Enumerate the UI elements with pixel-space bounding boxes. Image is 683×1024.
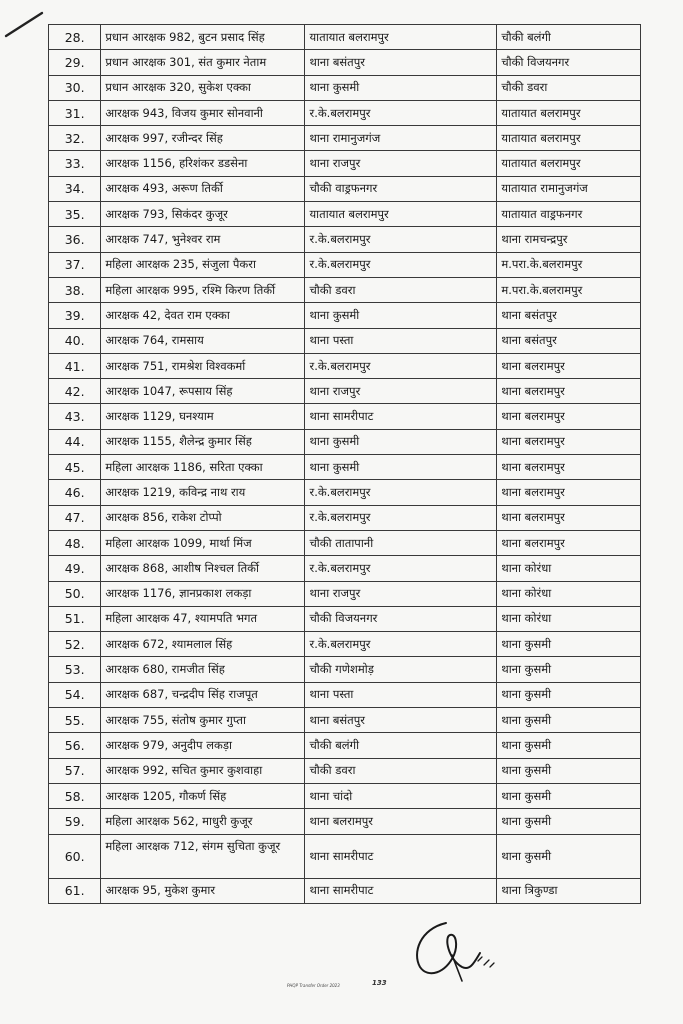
name-cell: आरक्षक 1219, कविन्द्र नाथ राय xyxy=(101,480,305,505)
table-row xyxy=(49,126,641,151)
from-posting-cell: थाना बलरामपुर xyxy=(305,809,497,834)
table-row xyxy=(49,455,641,480)
from-posting-cell: थाना कुसमी xyxy=(305,455,497,480)
name-cell: आरक्षक 1156, हरिशंकर डडसेना xyxy=(101,151,305,176)
serial-number-cell: 41. xyxy=(49,353,101,378)
table-row xyxy=(49,708,641,733)
table-row xyxy=(49,758,641,783)
serial-number-cell: 49. xyxy=(49,556,101,581)
name-cell: आरक्षक 747, भुनेश्वर राम xyxy=(101,227,305,252)
from-posting-cell: चौकी गणेशमोड़ xyxy=(305,657,497,682)
serial-number-cell: 28. xyxy=(49,25,101,50)
from-posting-cell: यातायात बलरामपुर xyxy=(305,25,497,50)
page-corner-mark xyxy=(4,10,44,40)
from-posting-cell: र.के.बलरामपुर xyxy=(305,353,497,378)
serial-number-cell: 57. xyxy=(49,758,101,783)
to-posting-cell: यातायात बलरामपुर xyxy=(497,126,641,151)
from-posting-cell: थाना सामरीपाट xyxy=(305,878,497,903)
name-cell: आरक्षक 997, रजीन्दर सिंह xyxy=(101,126,305,151)
table-row xyxy=(49,632,641,657)
name-cell: आरक्षक 1047, रूपसाय सिंह xyxy=(101,379,305,404)
table-row xyxy=(49,25,641,50)
name-cell: आरक्षक 42, देवत राम एक्का xyxy=(101,303,305,328)
serial-number-cell: 36. xyxy=(49,227,101,252)
name-cell: आरक्षक 856, राकेश टोप्पो xyxy=(101,505,305,530)
from-posting-cell: र.के.बलरामपुर xyxy=(305,480,497,505)
to-posting-cell: थाना बलरामपुर xyxy=(497,505,641,530)
from-posting-cell: चौकी डवरा xyxy=(305,277,497,302)
serial-number-cell: 53. xyxy=(49,657,101,682)
from-posting-cell: र.के.बलरामपुर xyxy=(305,556,497,581)
table-row xyxy=(49,733,641,758)
to-posting-cell: थाना कुसमी xyxy=(497,657,641,682)
serial-number-cell: 35. xyxy=(49,202,101,227)
from-posting-cell: चौकी डवरा xyxy=(305,758,497,783)
table-row xyxy=(49,353,641,378)
table-row xyxy=(49,277,641,302)
serial-number-cell: 60. xyxy=(49,834,101,878)
to-posting-cell: थाना बलरामपुर xyxy=(497,455,641,480)
to-posting-cell: चौकी डवरा xyxy=(497,75,641,100)
table-row xyxy=(49,682,641,707)
from-posting-cell: थाना राजपुर xyxy=(305,151,497,176)
name-cell: आरक्षक 755, संतोष कुमार गुप्ता xyxy=(101,708,305,733)
table-row xyxy=(49,480,641,505)
to-posting-cell: थाना त्रिकुण्डा xyxy=(497,878,641,903)
table-row xyxy=(49,100,641,125)
table-row xyxy=(49,379,641,404)
table-row xyxy=(49,151,641,176)
table-row xyxy=(49,303,641,328)
to-posting-cell: थाना कोरंधा xyxy=(497,581,641,606)
serial-number-cell: 34. xyxy=(49,176,101,201)
name-cell: आरक्षक 680, रामजीत सिंह xyxy=(101,657,305,682)
table-row xyxy=(49,834,641,878)
name-cell: आरक्षक 1155, शैलेन्द्र कुमार सिंह xyxy=(101,429,305,454)
name-cell: आरक्षक 979, अनुदीप लकड़ा xyxy=(101,733,305,758)
to-posting-cell: थाना कुसमी xyxy=(497,783,641,808)
to-posting-cell: थाना कुसमी xyxy=(497,682,641,707)
to-posting-cell: थाना कुसमी xyxy=(497,632,641,657)
to-posting-cell: थाना बलरामपुर xyxy=(497,379,641,404)
name-cell: प्रधान आरक्षक 982, बुटन प्रसाद सिंह xyxy=(101,25,305,50)
name-cell: आरक्षक 868, आशीष निश्चल तिर्की xyxy=(101,556,305,581)
table-row xyxy=(49,505,641,530)
name-cell: महिला आरक्षक 562, माधुरी कुजूर xyxy=(101,809,305,834)
to-posting-cell: थाना बलरामपुर xyxy=(497,353,641,378)
to-posting-cell: थाना कोरंधा xyxy=(497,556,641,581)
to-posting-cell: थाना कुसमी xyxy=(497,708,641,733)
to-posting-cell: थाना कुसमी xyxy=(497,834,641,878)
name-cell: आरक्षक 95, मुकेश कुमार xyxy=(101,878,305,903)
table-row xyxy=(49,75,641,100)
to-posting-cell: थाना बलरामपुर xyxy=(497,480,641,505)
to-posting-cell: म.परा.के.बलरामपुर xyxy=(497,252,641,277)
to-posting-cell: यातायात वाड्रफनगर xyxy=(497,202,641,227)
name-cell: महिला आरक्षक 235, संजुला पैकरा xyxy=(101,252,305,277)
serial-number-cell: 40. xyxy=(49,328,101,353)
to-posting-cell: थाना बलरामपुर xyxy=(497,429,641,454)
from-posting-cell: थाना पस्ता xyxy=(305,682,497,707)
to-posting-cell: थाना कुसमी xyxy=(497,809,641,834)
serial-number-cell: 52. xyxy=(49,632,101,657)
serial-number-cell: 45. xyxy=(49,455,101,480)
serial-number-cell: 46. xyxy=(49,480,101,505)
table-row xyxy=(49,176,641,201)
signature xyxy=(400,915,500,985)
from-posting-cell: थाना चांदो xyxy=(305,783,497,808)
to-posting-cell: थाना बसंतपुर xyxy=(497,303,641,328)
serial-number-cell: 30. xyxy=(49,75,101,100)
from-posting-cell: र.के.बलरामपुर xyxy=(305,100,497,125)
to-posting-cell: यातायात बलरामपुर xyxy=(497,151,641,176)
to-posting-cell: थाना कुसमी xyxy=(497,758,641,783)
serial-number-cell: 61. xyxy=(49,878,101,903)
transfer-table xyxy=(48,24,641,904)
table-row xyxy=(49,227,641,252)
from-posting-cell: थाना सामरीपाट xyxy=(305,404,497,429)
name-cell: प्रधान आरक्षक 320, सुकेश एक्का xyxy=(101,75,305,100)
from-posting-cell: र.के.बलरामपुर xyxy=(305,632,497,657)
serial-number-cell: 48. xyxy=(49,530,101,555)
serial-number-cell: 29. xyxy=(49,50,101,75)
name-cell: आरक्षक 793, सिकंदर कुजूर xyxy=(101,202,305,227)
to-posting-cell: थाना कोरंधा xyxy=(497,606,641,631)
serial-number-cell: 50. xyxy=(49,581,101,606)
serial-number-cell: 47. xyxy=(49,505,101,530)
from-posting-cell: थाना पस्ता xyxy=(305,328,497,353)
table-row xyxy=(49,556,641,581)
name-cell: आरक्षक 687, चन्द्रदीप सिंह राजपूत xyxy=(101,682,305,707)
name-cell: आरक्षक 751, रामश्रेश विश्वकर्मा xyxy=(101,353,305,378)
serial-number-cell: 32. xyxy=(49,126,101,151)
table-row xyxy=(49,657,641,682)
serial-number-cell: 44. xyxy=(49,429,101,454)
serial-number-cell: 37. xyxy=(49,252,101,277)
name-cell: आरक्षक 943, विजय कुमार सोनवानी xyxy=(101,100,305,125)
name-cell: प्रधान आरक्षक 301, संत कुमार नेताम xyxy=(101,50,305,75)
to-posting-cell: थाना बलरामपुर xyxy=(497,404,641,429)
serial-number-cell: 39. xyxy=(49,303,101,328)
from-posting-cell: थाना राजपुर xyxy=(305,581,497,606)
from-posting-cell: र.के.बलरामपुर xyxy=(305,505,497,530)
table-row xyxy=(49,429,641,454)
from-posting-cell: थाना बसंतपुर xyxy=(305,50,497,75)
table-row xyxy=(49,252,641,277)
to-posting-cell: म.परा.के.बलरामपुर xyxy=(497,277,641,302)
name-cell: महिला आरक्षक 47, श्यामपति भगत xyxy=(101,606,305,631)
to-posting-cell: थाना बलरामपुर xyxy=(497,530,641,555)
from-posting-cell: थाना कुसमी xyxy=(305,303,497,328)
from-posting-cell: थाना कुसमी xyxy=(305,75,497,100)
serial-number-cell: 42. xyxy=(49,379,101,404)
table-row xyxy=(49,530,641,555)
name-cell: आरक्षक 493, अरूण तिर्की xyxy=(101,176,305,201)
table-row xyxy=(49,783,641,808)
table-row xyxy=(49,50,641,75)
serial-number-cell: 56. xyxy=(49,733,101,758)
from-posting-cell: र.के.बलरामपुर xyxy=(305,252,497,277)
serial-number-cell: 54. xyxy=(49,682,101,707)
name-cell: आरक्षक 992, सचित कुमार कुशवाहा xyxy=(101,758,305,783)
to-posting-cell: थाना कुसमी xyxy=(497,733,641,758)
from-posting-cell: थाना बसंतपुर xyxy=(305,708,497,733)
name-cell: महिला आरक्षक 712, संगम सुचिता कुजूर xyxy=(101,834,305,878)
from-posting-cell: र.के.बलरामपुर xyxy=(305,227,497,252)
table-row xyxy=(49,328,641,353)
to-posting-cell: थाना रामचन्द्रपुर xyxy=(497,227,641,252)
to-posting-cell: यातायात रामानुजगंज xyxy=(497,176,641,201)
table-row xyxy=(49,606,641,631)
name-cell: आरक्षक 764, रामसाय xyxy=(101,328,305,353)
serial-number-cell: 31. xyxy=(49,100,101,125)
serial-number-cell: 43. xyxy=(49,404,101,429)
from-posting-cell: चौकी बलंगी xyxy=(305,733,497,758)
name-cell: महिला आरक्षक 1099, मार्था मिंज xyxy=(101,530,305,555)
table-row xyxy=(49,809,641,834)
name-cell: आरक्षक 1176, ज्ञानप्रकाश लकड़ा xyxy=(101,581,305,606)
to-posting-cell: चौकी बलंगी xyxy=(497,25,641,50)
table-row xyxy=(49,878,641,903)
from-posting-cell: थाना सामरीपाट xyxy=(305,834,497,878)
from-posting-cell: यातायात बलरामपुर xyxy=(305,202,497,227)
from-posting-cell: थाना रामानुजगंज xyxy=(305,126,497,151)
serial-number-cell: 38. xyxy=(49,277,101,302)
serial-number-cell: 33. xyxy=(49,151,101,176)
serial-number-cell: 51. xyxy=(49,606,101,631)
from-posting-cell: चौकी वाड्रफनगर xyxy=(305,176,497,201)
name-cell: आरक्षक 1205, गौकर्ण सिंह xyxy=(101,783,305,808)
to-posting-cell: थाना बसंतपुर xyxy=(497,328,641,353)
serial-number-cell: 58. xyxy=(49,783,101,808)
to-posting-cell: चौकी विजयनगर xyxy=(497,50,641,75)
to-posting-cell: यातायात बलरामपुर xyxy=(497,100,641,125)
serial-number-cell: 59. xyxy=(49,809,101,834)
serial-number-cell: 55. xyxy=(49,708,101,733)
transfer-table-body xyxy=(49,25,641,904)
page-number: 133 xyxy=(372,979,387,987)
table-row xyxy=(49,404,641,429)
name-cell: आरक्षक 1129, घनश्याम xyxy=(101,404,305,429)
from-posting-cell: चौकी तातापानी xyxy=(305,530,497,555)
from-posting-cell: थाना राजपुर xyxy=(305,379,497,404)
name-cell: महिला आरक्षक 1186, सरिता एक्का xyxy=(101,455,305,480)
name-cell: महिला आरक्षक 995, रश्मि किरण तिर्की xyxy=(101,277,305,302)
name-cell: आरक्षक 672, श्यामलाल सिंह xyxy=(101,632,305,657)
table-row xyxy=(49,581,641,606)
table-row xyxy=(49,202,641,227)
from-posting-cell: थाना कुसमी xyxy=(305,429,497,454)
footer-caption: PHQP Transfer Order 2023 xyxy=(287,983,340,988)
from-posting-cell: चौकी विजयनगर xyxy=(305,606,497,631)
